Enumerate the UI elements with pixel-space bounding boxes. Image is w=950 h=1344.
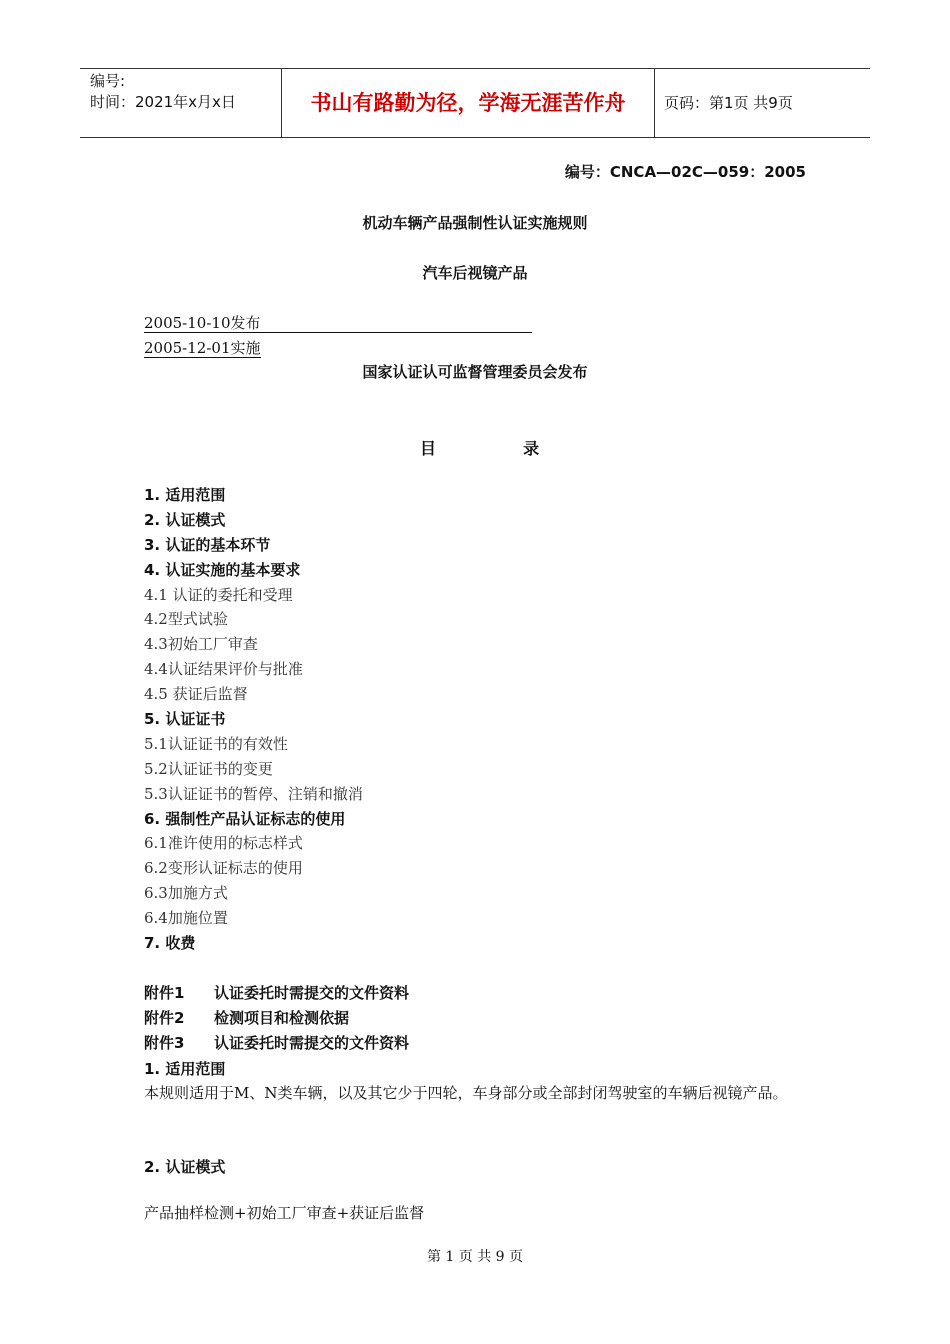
effective-date	[144, 337, 261, 358]
document-subtitle: 汽车后视镜产品	[422, 264, 528, 282]
toc-item: 4.5 获证后监督	[144, 685, 248, 704]
header-divider	[654, 69, 655, 137]
attachment-title: 认证委托时需提交的文件资料	[214, 983, 410, 1002]
toc-item: 4.4认证结果评价与批准	[144, 660, 303, 679]
toc-item: 5.3认证证书的暂停、注销和撤消	[144, 784, 363, 803]
attachment-item	[144, 982, 824, 1007]
section-2-text: 产品抽样检测+初始工厂审查+获证后监督	[144, 1204, 425, 1222]
attachment-item	[144, 1007, 824, 1032]
toc-item: 6. 强制性产品认证标志的使用	[144, 809, 346, 828]
toc-item: 2. 认证模式	[144, 510, 226, 529]
toc-item: 5.2认证证书的变更	[144, 759, 273, 778]
attachment-number: 附件1	[144, 983, 185, 1002]
section-1-text: 本规则适用于M、N类车辆，以及其它少于四轮，车身部分或全部封闭驾驶室的车辆后视镜产品。	[144, 1084, 788, 1102]
attachment-list	[144, 982, 824, 1057]
document-title: 机动车辆产品强制性认证实施规则	[362, 214, 588, 232]
attachment-number: 附件3	[144, 1033, 185, 1052]
toc-title-left: 目	[420, 439, 437, 458]
header-meta	[90, 71, 236, 113]
toc-item: 4. 认证实施的基本要求	[144, 560, 301, 579]
header-number-label: 编号:	[90, 72, 126, 90]
table-of-contents	[144, 484, 824, 1056]
attachment-item	[144, 1032, 824, 1057]
toc-list	[144, 484, 824, 957]
toc-item: 6.2变形认证标志的使用	[144, 859, 303, 878]
publish-date-text: 2005-10-10发布	[144, 314, 261, 332]
toc-item: 1. 适用范围	[144, 486, 226, 504]
toc-item: 6.3加施方式	[144, 884, 228, 903]
section-1-heading: 1. 适用范围	[144, 1060, 226, 1078]
toc-gap	[144, 957, 824, 982]
page-footer: 第 1 页 共 9 页	[426, 1249, 524, 1265]
toc-item: 5.1认证证书的有效性	[144, 734, 288, 753]
toc-item: 4.1 认证的委托和受理	[144, 585, 293, 604]
toc-item: 6.1准许使用的标志样式	[144, 834, 303, 853]
header-time-label: 时间：2021年x月x日	[90, 93, 236, 111]
header-motto: 书山有路勤为径，学海无涯苦作舟	[310, 91, 626, 115]
attachment-title: 检测项目和检测依据	[214, 1008, 350, 1027]
toc-item: 5. 认证证书	[144, 710, 226, 729]
attachment-number: 附件2	[144, 1008, 185, 1027]
section-2-heading: 2. 认证模式	[144, 1158, 226, 1176]
toc-item: 4.2型式试验	[144, 610, 228, 629]
effective-date-text: 2005-12-01实施	[144, 339, 261, 357]
toc-title-right: 录	[523, 439, 540, 458]
publish-date	[144, 312, 532, 333]
toc-title	[420, 436, 539, 459]
toc-item: 6.4加施位置	[144, 909, 228, 928]
page-header	[80, 68, 870, 138]
attachment-title: 认证委托时需提交的文件资料	[214, 1033, 410, 1052]
issuer: 国家认证认可监督管理委员会发布	[362, 363, 588, 381]
toc-item: 4.3初始工厂审查	[144, 635, 258, 654]
document-number: 编号：CNCA—02C—059：2005	[564, 163, 806, 181]
toc-item: 3. 认证的基本环节	[144, 535, 271, 554]
toc-item: 7. 收费	[144, 934, 196, 953]
header-page-info: 页码：第1页 共9页	[664, 94, 793, 112]
